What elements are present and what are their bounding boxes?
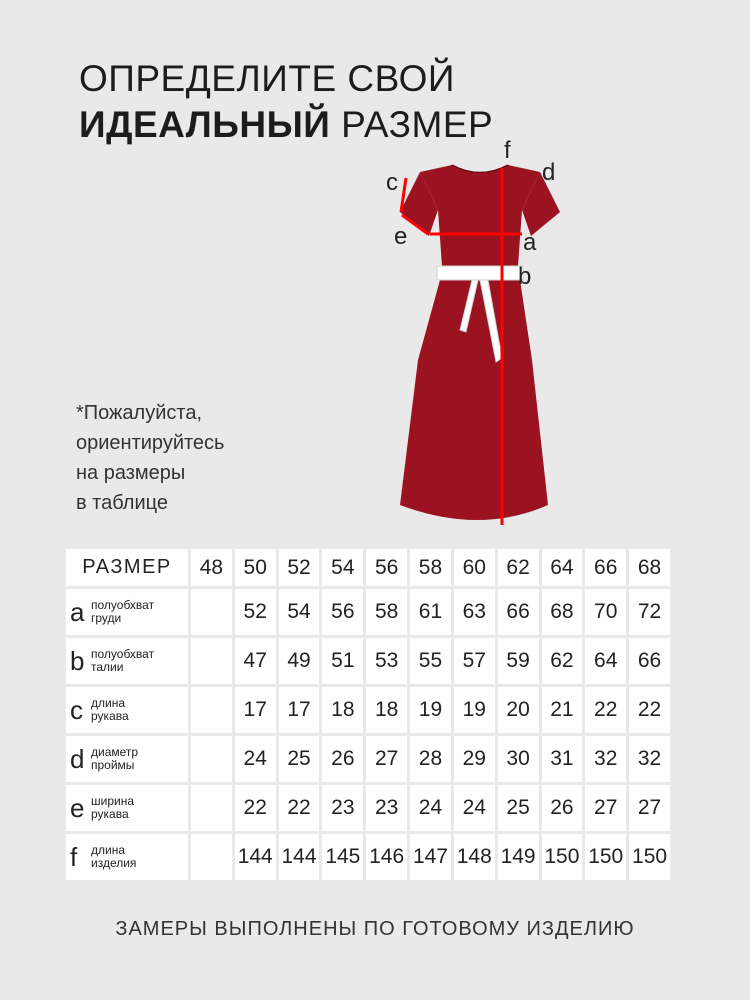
- measurement-label-cell: [66, 687, 188, 733]
- table-cell: 29: [454, 736, 495, 782]
- dress-bodice: [420, 165, 540, 266]
- label-b: b: [518, 263, 532, 290]
- table-cell: 22: [629, 687, 670, 733]
- measurement-label: [70, 746, 188, 772]
- measurement-label-cell: [66, 589, 188, 635]
- table-header-row: [66, 549, 670, 586]
- table-cell: 22: [279, 785, 320, 831]
- measurement-label-cell: [66, 785, 188, 831]
- table-cell: 70: [585, 589, 626, 635]
- size-header-cell: 68: [629, 549, 670, 586]
- table-cell: 146: [366, 834, 407, 880]
- size-header-cell: 62: [498, 549, 539, 586]
- note-line-3: на размеры: [76, 462, 186, 484]
- measurement-label-cell: [66, 736, 188, 782]
- title-rest-word: РАЗМЕР: [330, 104, 494, 145]
- measurement-description: [91, 844, 136, 870]
- table-cell: 17: [279, 687, 320, 733]
- measurement-desc-line-1: длина: [91, 843, 126, 857]
- table-cell: [191, 687, 232, 733]
- table-cell: 150: [629, 834, 670, 880]
- table-cell: 25: [498, 785, 539, 831]
- table-cell: 51: [322, 638, 363, 684]
- table-cell: 52: [235, 589, 276, 635]
- table-row: [66, 638, 670, 684]
- table-cell: 66: [498, 589, 539, 635]
- table-cell: 23: [366, 785, 407, 831]
- table-cell: 26: [542, 785, 583, 831]
- measurement-desc-line-1: полуобхват: [91, 647, 155, 661]
- note-line-2: ориентируйтесь: [76, 432, 225, 454]
- table-cell: [191, 638, 232, 684]
- measurement-letter: f: [70, 842, 78, 872]
- measurement-desc-line-2: рукава: [91, 807, 129, 821]
- table-cell: 56: [322, 589, 363, 635]
- measurement-letter: b: [70, 646, 85, 676]
- table-cell: 144: [279, 834, 320, 880]
- table-cell: 58: [366, 589, 407, 635]
- measurement-description: [91, 746, 138, 772]
- size-header-cell: 64: [542, 549, 583, 586]
- measurement-label: [70, 697, 188, 723]
- measurement-description: [91, 648, 154, 674]
- table-cell: 22: [585, 687, 626, 733]
- note-line-4: в таблице: [76, 492, 168, 514]
- table-cell: 53: [366, 638, 407, 684]
- table-cell: 47: [235, 638, 276, 684]
- measurement-desc-line-2: изделия: [91, 856, 137, 870]
- measurement-desc-line-1: длина: [91, 696, 126, 710]
- size-header-cell: 56: [366, 549, 407, 586]
- table-cell: 28: [410, 736, 451, 782]
- label-d: d: [542, 159, 556, 186]
- table-row: [66, 785, 670, 831]
- table-cell: 31: [542, 736, 583, 782]
- table-cell: 59: [498, 638, 539, 684]
- table-cell: 20: [498, 687, 539, 733]
- table-cell: 148: [454, 834, 495, 880]
- table-cell: 54: [279, 589, 320, 635]
- size-table: [63, 546, 673, 883]
- size-table-body: [66, 549, 670, 880]
- table-row: [66, 589, 670, 635]
- label-e: e: [394, 223, 408, 250]
- size-header-label: РАЗМЕР: [66, 549, 188, 586]
- measurement-label: [70, 648, 188, 674]
- measurement-desc-line-2: проймы: [91, 758, 135, 772]
- measurement-desc-line-2: груди: [91, 611, 122, 625]
- table-cell: 27: [585, 785, 626, 831]
- table-cell: 32: [629, 736, 670, 782]
- table-cell: 19: [454, 687, 495, 733]
- table-cell: [191, 834, 232, 880]
- table-cell: 144: [235, 834, 276, 880]
- table-cell: 25: [279, 736, 320, 782]
- table-cell: 62: [542, 638, 583, 684]
- size-note: [76, 398, 224, 518]
- table-cell: 64: [585, 638, 626, 684]
- table-cell: 66: [629, 638, 670, 684]
- size-header-cell: 66: [585, 549, 626, 586]
- table-cell: 21: [542, 687, 583, 733]
- measurement-desc-line-1: ширина: [91, 794, 135, 808]
- table-cell: 23: [322, 785, 363, 831]
- label-a: a: [523, 229, 537, 256]
- table-cell: 18: [366, 687, 407, 733]
- measurement-letter: d: [70, 744, 85, 774]
- table-cell: 49: [279, 638, 320, 684]
- measurement-desc-line-2: рукава: [91, 709, 129, 723]
- measurement-description: [91, 599, 154, 625]
- table-cell: 57: [454, 638, 495, 684]
- table-cell: 147: [410, 834, 451, 880]
- measurement-desc-line-2: талии: [91, 660, 124, 674]
- size-header-cell: 58: [410, 549, 451, 586]
- title-bold-word: ИДЕАЛЬНЫЙ: [79, 104, 331, 145]
- note-line-1: *Пожалуйста,: [76, 402, 203, 424]
- table-cell: 27: [366, 736, 407, 782]
- table-cell: 24: [235, 736, 276, 782]
- table-cell: 24: [454, 785, 495, 831]
- table-cell: 149: [498, 834, 539, 880]
- measurement-label-cell: [66, 834, 188, 880]
- table-cell: 61: [410, 589, 451, 635]
- label-f: f: [504, 137, 511, 164]
- table-cell: 150: [542, 834, 583, 880]
- table-cell: 72: [629, 589, 670, 635]
- size-header-cell: 48: [191, 549, 232, 586]
- measurement-label-cell: [66, 638, 188, 684]
- table-cell: 26: [322, 736, 363, 782]
- footer-note: ЗАМЕРЫ ВЫПОЛНЕНЫ ПО ГОТОВОМУ ИЗДЕЛИЮ: [115, 918, 635, 940]
- table-cell: 63: [454, 589, 495, 635]
- table-cell: 68: [542, 589, 583, 635]
- measurement-label: [70, 599, 188, 625]
- dress-skirt: [400, 280, 548, 520]
- size-header-cell: 52: [279, 549, 320, 586]
- table-cell: 17: [235, 687, 276, 733]
- measurement-desc-line-1: полуобхват: [91, 598, 155, 612]
- table-cell: 150: [585, 834, 626, 880]
- measurement-label: [70, 844, 188, 870]
- table-row: [66, 736, 670, 782]
- table-cell: 22: [235, 785, 276, 831]
- measurement-label: [70, 795, 188, 821]
- measurement-letter: e: [70, 793, 85, 823]
- table-row: [66, 834, 670, 880]
- label-c: c: [386, 169, 398, 196]
- measurement-description: [91, 697, 129, 723]
- dress-measurement-diagram: [380, 130, 580, 540]
- measurement-letter: c: [70, 695, 83, 725]
- title-line-1: ОПРЕДЕЛИТЕ СВОЙ: [79, 58, 455, 99]
- table-cell: [191, 785, 232, 831]
- table-cell: 24: [410, 785, 451, 831]
- table-cell: 32: [585, 736, 626, 782]
- measurement-desc-line-1: диаметр: [91, 745, 139, 759]
- size-header-cell: 60: [454, 549, 495, 586]
- size-header-cell: 54: [322, 549, 363, 586]
- table-cell: [191, 736, 232, 782]
- table-cell: 27: [629, 785, 670, 831]
- size-header-cell: 50: [235, 549, 276, 586]
- table-cell: 55: [410, 638, 451, 684]
- measurement-description: [91, 795, 134, 821]
- dress-belt: [437, 266, 523, 280]
- table-cell: 30: [498, 736, 539, 782]
- table-cell: 18: [322, 687, 363, 733]
- table-cell: [191, 589, 232, 635]
- table-cell: 145: [322, 834, 363, 880]
- measurement-letter: a: [70, 597, 85, 627]
- table-row: [66, 687, 670, 733]
- table-cell: 19: [410, 687, 451, 733]
